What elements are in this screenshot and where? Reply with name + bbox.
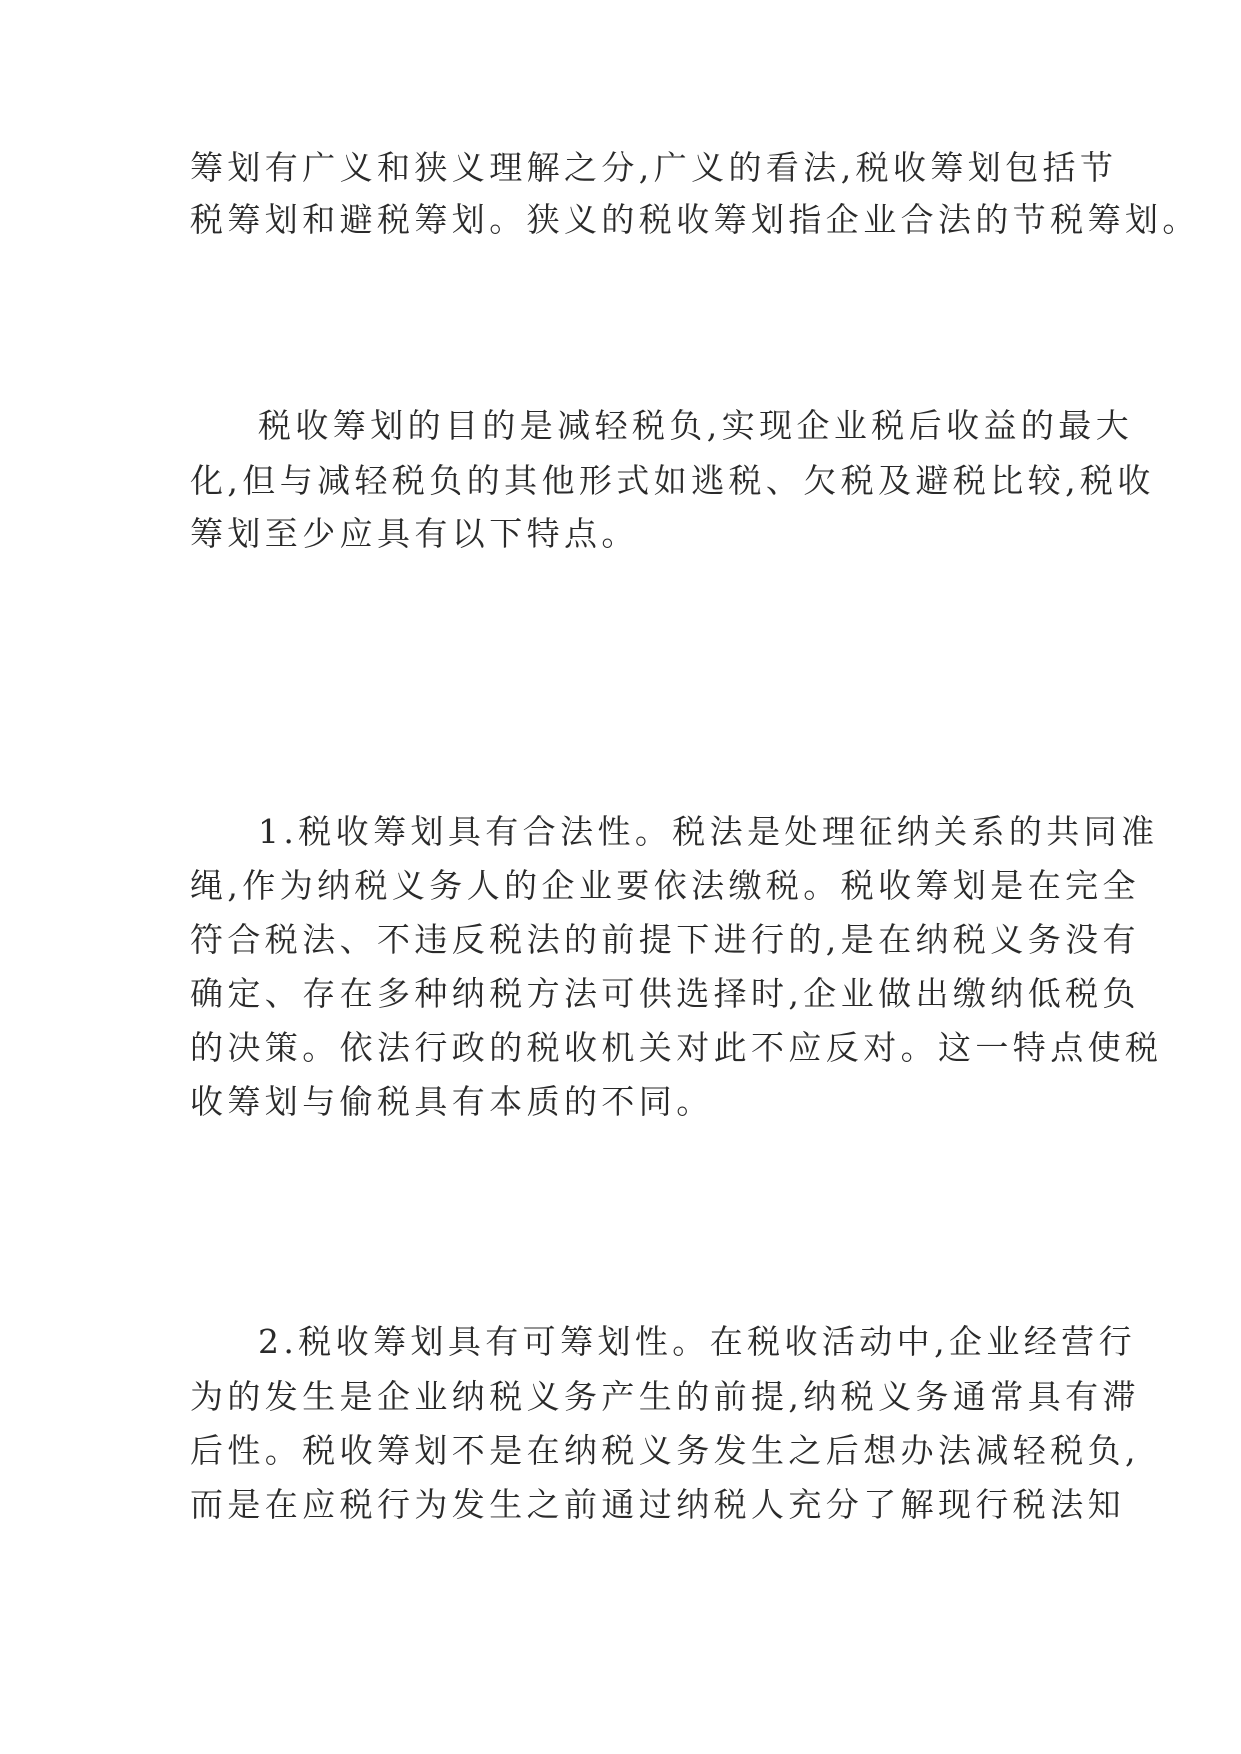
paragraph-1-line-1: 筹划有广义和狭义理解之分,广义的看法,税收筹划包括节 — [190, 148, 1118, 187]
paragraph-4-line-1: 2.税收筹划具有可筹划性。在税收活动中,企业经营行 — [258, 1322, 1136, 1361]
paragraph-3-line-6: 收筹划与偷税具有本质的不同。 — [190, 1082, 714, 1121]
paragraph-2-line-1: 税收筹划的目的是减轻税负,实现企业税后收益的最大 — [258, 406, 1134, 445]
paragraph-2-line-3: 筹划至少应具有以下特点。 — [190, 514, 639, 553]
paragraph-3-line-5: 的决策。依法行政的税收机关对此不应反对。这一特点使税 — [190, 1028, 1163, 1067]
paragraph-3-line-2: 绳,作为纳税义务人的企业要依法缴税。税收筹划是在完全 — [190, 866, 1140, 905]
paragraph-3-line-4: 确定、存在多种纳税方法可供选择时,企业做出缴纳低税负 — [190, 974, 1140, 1013]
paragraph-4-line-4: 而是在应税行为发生之前通过纳税人充分了解现行税法知 — [190, 1485, 1125, 1524]
paragraph-4-line-2: 为的发生是企业纳税义务产生的前提,纳税义务通常具有滞 — [190, 1377, 1140, 1416]
paragraph-2-line-2: 化,但与减轻税负的其他形式如逃税、欠税及避税比较,税收 — [190, 461, 1155, 500]
paragraph-3-line-3: 符合税法、不违反税法的前提下进行的,是在纳税义务没有 — [190, 920, 1140, 959]
paragraph-3-line-1: 1.税收筹划具有合法性。税法是处理征纳关系的共同准 — [258, 812, 1159, 851]
paragraph-1-line-2: 税筹划和避税筹划。狭义的税收筹划指企业合法的节税筹划。 — [190, 200, 1200, 239]
paragraph-4-line-3: 后性。税收筹划不是在纳税义务发生之后想办法减轻税负, — [190, 1431, 1140, 1470]
